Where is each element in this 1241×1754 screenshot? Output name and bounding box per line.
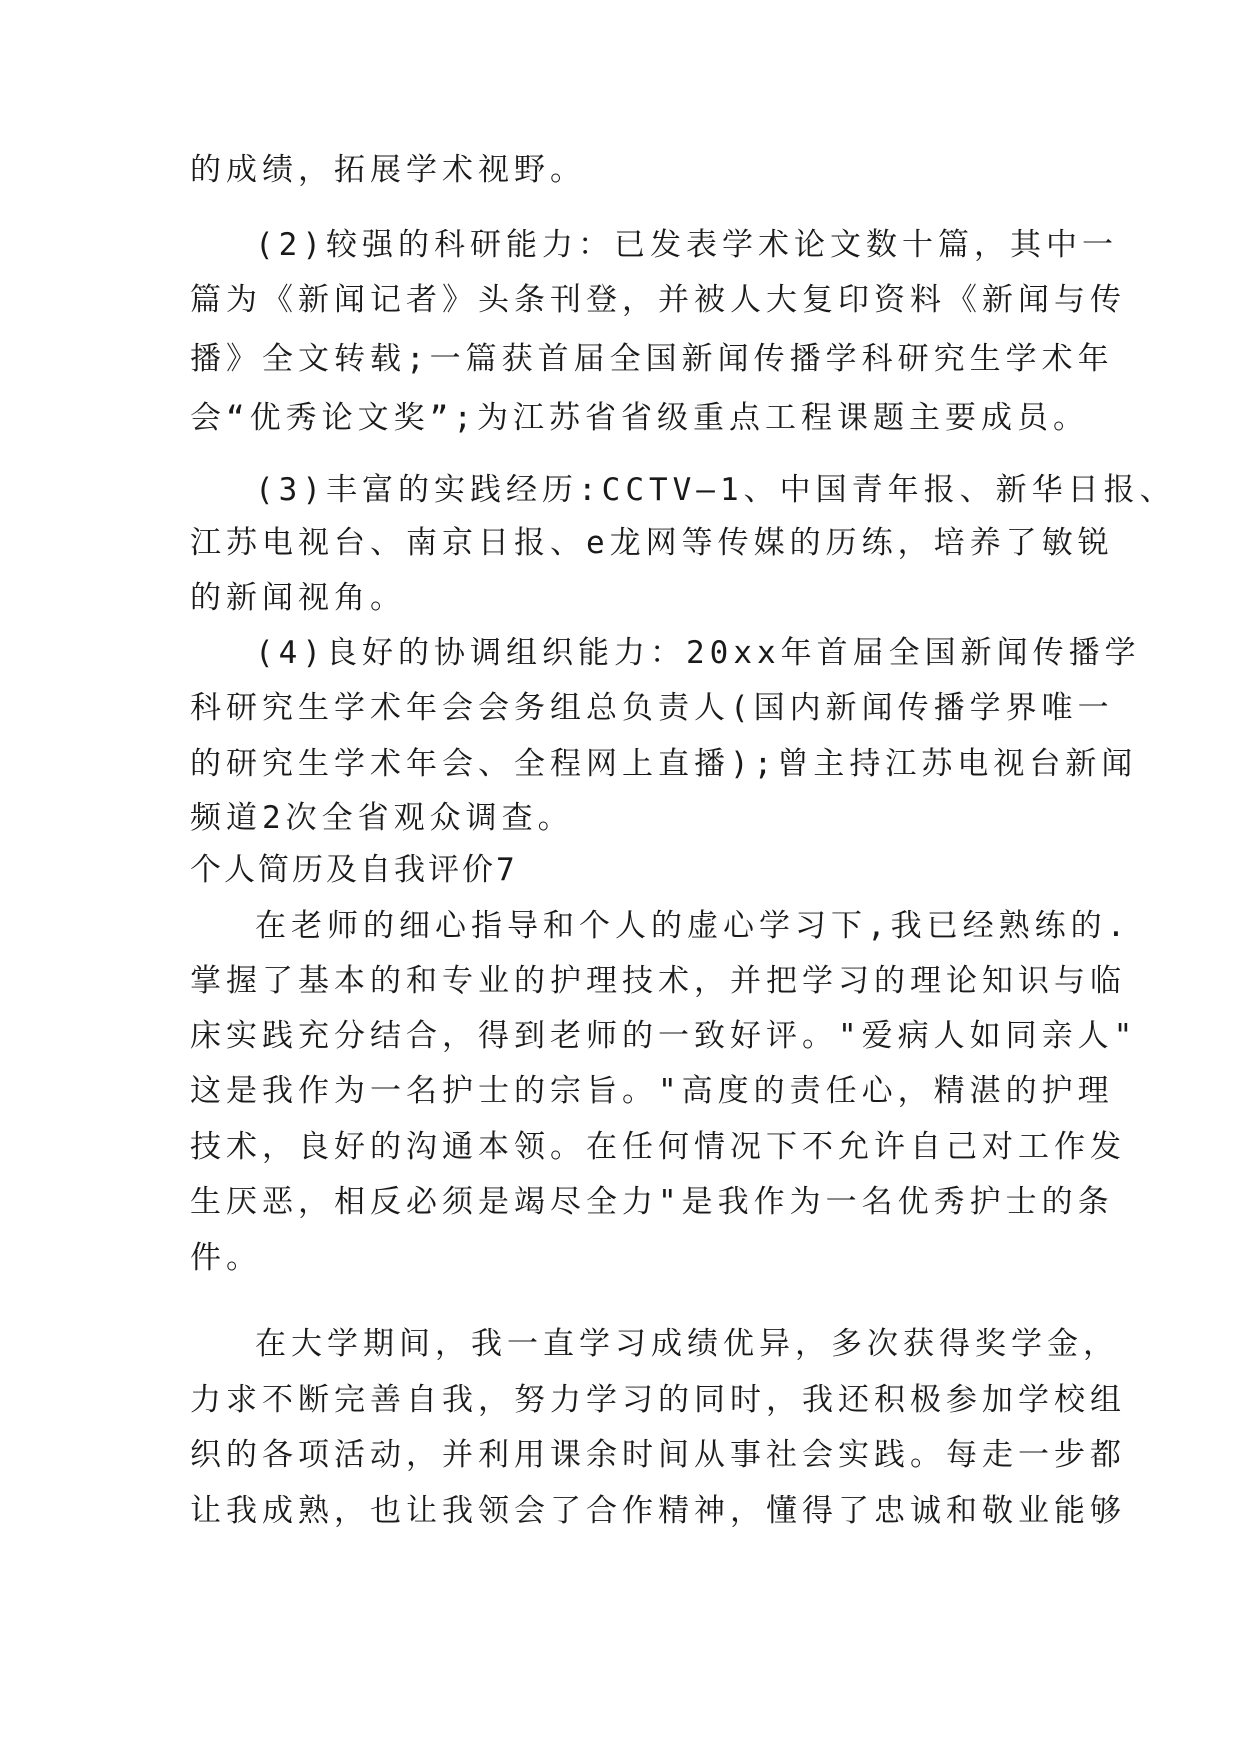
text-line: 件。 xyxy=(190,1240,262,1276)
text-line: (3)丰富的实践经历:CCTV—1、中国青年报、新华日报、 xyxy=(255,472,1176,508)
text-line: 生厌恶，相反必须是竭尽全力"是我作为一名优秀护士的条 xyxy=(190,1184,1114,1220)
text-line: 掌握了基本的和专业的护理技术，并把学习的理论知识与临 xyxy=(190,963,1126,999)
text-line: 频道2次全省观众调查。 xyxy=(190,800,574,836)
text-line: 科研究生学术年会会务组总负责人(国内新闻传播学界唯一 xyxy=(190,690,1114,726)
text-line: 织的各项活动，并利用课余时间从事社会实践。每走一步都 xyxy=(190,1437,1126,1473)
text-line: 力求不断完善自我，努力学习的同时，我还积极参加学校组 xyxy=(190,1382,1126,1418)
text-line: 床实践充分结合，得到老师的一致好评。"爱病人如同亲人" xyxy=(190,1018,1138,1054)
text-line: 播》全文转载;一篇获首届全国新闻传播学科研究生学术年 xyxy=(190,341,1114,377)
text-line: 这是我作为一名护士的宗旨。"高度的责任心，精湛的护理 xyxy=(190,1073,1114,1109)
text-line: 篇为《新闻记者》头条刊登，并被人大复印资料《新闻与传 xyxy=(190,282,1126,318)
section-heading: 个人简历及自我评价7 xyxy=(190,852,518,888)
text-line: 的研究生学术年会、全程网上直播);曾主持江苏电视台新闻 xyxy=(190,746,1138,782)
text-line: 的新闻视角。 xyxy=(190,580,406,616)
text-line: 会“优秀论文奖”;为江苏省省级重点工程课题主要成员。 xyxy=(190,400,1089,436)
text-line: (2)较强的科研能力：已发表学术论文数十篇，其中一 xyxy=(255,227,1118,263)
text-line: 技术，良好的沟通本领。在任何情况下不允许自己对工作发 xyxy=(190,1129,1126,1165)
text-line: 江苏电视台、南京日报、e龙网等传媒的历练，培养了敏锐 xyxy=(190,525,1114,561)
text-line: 让我成熟，也让我领会了合作精神，懂得了忠诚和敬业能够 xyxy=(190,1493,1126,1529)
text-line: 在大学期间，我一直学习成绩优异，多次获得奖学金， xyxy=(255,1326,1119,1362)
text-line: 在老师的细心指导和个人的虚心学习下,我已经熟练的. xyxy=(255,908,1131,944)
text-line: 的成绩，拓展学术视野。 xyxy=(190,152,586,188)
text-line: (4)良好的协调组织能力：20xx年首届全国新闻传播学 xyxy=(255,635,1141,671)
